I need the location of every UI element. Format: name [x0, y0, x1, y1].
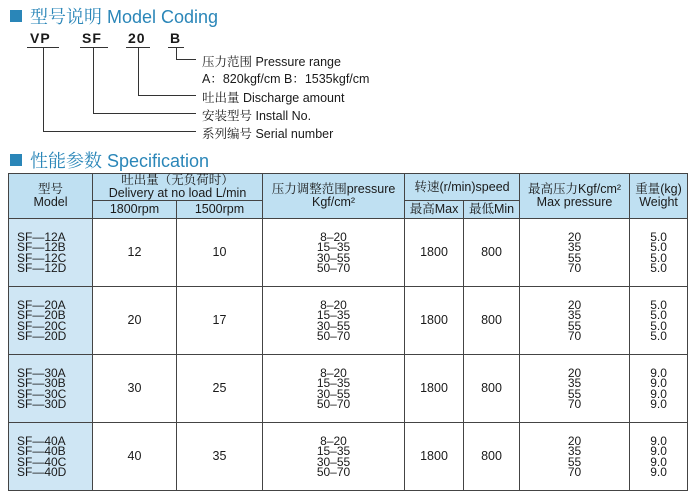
pressure-range: 15–35: [316, 308, 351, 322]
weight: 9.0: [650, 444, 667, 458]
connector-line: [138, 47, 139, 95]
max-pressure: 20: [567, 365, 582, 380]
weight: 5.0: [650, 297, 667, 312]
connector-line: [176, 47, 177, 59]
header-delivery: [93, 174, 263, 201]
header-speed: 转速(r/min)speed: [405, 174, 520, 201]
header-weight-en: Weight: [639, 195, 678, 209]
weight-cell: [630, 355, 688, 423]
max-pressure: 70: [567, 465, 582, 479]
header-max-pressure-cn: 最高压力Kgf/cm²: [528, 182, 622, 196]
model-name: SF—12D: [17, 261, 67, 275]
header-speed-max: 最高Max: [405, 201, 464, 219]
weight-cell: [630, 287, 688, 355]
header-pressure-unit: Kgf/cm²: [311, 195, 356, 209]
header-max-pressure-en: Max pressure: [536, 195, 613, 209]
delivery-1800: 30: [93, 355, 177, 423]
pressure-range: 50–70: [316, 329, 351, 343]
model-name: SF—30D: [17, 397, 67, 411]
pressure-range: 30–55: [316, 250, 351, 265]
model-name: SF—12A: [17, 229, 66, 244]
max-pressure: 20: [567, 433, 582, 448]
max-pressure: 35: [567, 444, 582, 458]
table-row: [9, 423, 688, 491]
max-pressure: 70: [567, 261, 582, 275]
speed-max: 1800: [405, 219, 464, 287]
header-delivery-cn: 吐出量（无负荷时）: [121, 173, 234, 187]
header-speed-min: 最低Min: [464, 201, 520, 219]
speed-min: 800: [464, 219, 520, 287]
weight: 5.0: [650, 250, 667, 265]
code-b: B: [170, 30, 182, 46]
delivery-1500: 10: [177, 219, 263, 287]
speed-min: 800: [464, 287, 520, 355]
max-pressure: 70: [567, 397, 582, 411]
weight: 5.0: [650, 329, 667, 343]
model-name: SF—40B: [17, 444, 66, 458]
weight: 5.0: [650, 240, 667, 254]
max-pressure-cell: [520, 219, 630, 287]
model-cell: [9, 423, 93, 491]
weight: 5.0: [650, 308, 667, 322]
model-name: SF—30B: [17, 376, 66, 390]
header-weight: [630, 174, 688, 219]
model-name: SF—30C: [17, 386, 67, 401]
weight: 5.0: [650, 229, 667, 244]
connector-line: [138, 95, 196, 96]
delivery-1500: 25: [177, 355, 263, 423]
model-name: SF—30A: [17, 365, 66, 380]
weight-cell: [630, 219, 688, 287]
max-pressure-cell: [520, 287, 630, 355]
pressure-range: 8–20: [320, 365, 347, 380]
max-pressure: 20: [567, 297, 582, 312]
square-bullet-icon: [10, 154, 22, 166]
pressure-range: 8–20: [320, 229, 347, 244]
speed-max: 1800: [405, 423, 464, 491]
pressure-range: 30–55: [316, 386, 351, 401]
desc-install: 安装型号 Install No.: [202, 109, 312, 123]
max-pressure-cell: [520, 423, 630, 491]
pressure-range: 8–20: [320, 433, 347, 448]
max-pressure: 55: [567, 454, 582, 469]
max-pressure: 35: [567, 240, 582, 254]
weight: 9.0: [650, 397, 667, 411]
specification-table: [8, 173, 688, 491]
header-pressure: [263, 174, 405, 219]
pressure-range-cell: [263, 423, 405, 491]
pressure-range: 15–35: [316, 376, 351, 390]
speed-max: 1800: [405, 287, 464, 355]
model-cell: [9, 219, 93, 287]
code-underline: [80, 47, 108, 48]
max-pressure: 55: [567, 250, 582, 265]
header-weight-cn: 重量(kg): [635, 182, 682, 196]
specification-heading: 性能参数 Specification: [30, 151, 210, 171]
weight: 5.0: [650, 261, 667, 275]
table-row: [9, 287, 688, 355]
connector-line: [93, 113, 196, 114]
table-row: [9, 355, 688, 423]
weight: 5.0: [650, 318, 667, 333]
code-sf: SF: [82, 30, 102, 46]
header-delivery-en: Delivery at no load L/min: [108, 186, 247, 200]
pressure-range: 50–70: [316, 397, 351, 411]
weight-cell: [630, 423, 688, 491]
connector-line: [43, 131, 196, 132]
specification-title: [10, 147, 209, 173]
max-pressure: 55: [567, 318, 582, 333]
pressure-range-cell: [263, 355, 405, 423]
max-pressure: 70: [567, 329, 582, 343]
max-pressure: 20: [567, 229, 582, 244]
delivery-1800: 12: [93, 219, 177, 287]
code-vp: VP: [30, 30, 51, 46]
weight: 9.0: [650, 386, 667, 401]
code-20: 20: [128, 30, 146, 46]
header-model-en: Model: [33, 195, 68, 209]
desc-pressure-options: A：820kgf/cm B：1535kgf/cm: [202, 72, 370, 86]
header-pressure-cn: 压力调整范围pressure: [271, 182, 396, 196]
model-name: SF—20C: [17, 318, 67, 333]
pressure-range: 8–20: [320, 297, 347, 312]
model-name: SF—40C: [17, 454, 67, 469]
pressure-range-cell: [263, 287, 405, 355]
weight: 9.0: [650, 465, 667, 479]
weight: 9.0: [650, 454, 667, 469]
square-bullet-icon: [10, 10, 22, 22]
model-name: SF—40D: [17, 465, 67, 479]
model-name: SF—40A: [17, 433, 66, 448]
model-coding-heading: 型号说明 Model Coding: [30, 7, 219, 27]
header-model: [9, 174, 93, 219]
speed-min: 800: [464, 423, 520, 491]
header-max-pressure: [520, 174, 630, 219]
pressure-range: 15–35: [316, 240, 351, 254]
desc-discharge: 吐出量 Discharge amount: [202, 91, 345, 105]
connector-line: [93, 47, 94, 113]
desc-serial: 系列编号 Serial number: [202, 127, 334, 141]
model-name: SF—12C: [17, 250, 67, 265]
pressure-range: 50–70: [316, 261, 351, 275]
header-rpm-1500: 1500rpm: [177, 201, 263, 219]
delivery-1800: 20: [93, 287, 177, 355]
pressure-range: 15–35: [316, 444, 351, 458]
model-cell: [9, 355, 93, 423]
header-rpm-1800: 1800rpm: [93, 201, 177, 219]
model-cell: [9, 287, 93, 355]
max-pressure-cell: [520, 355, 630, 423]
connector-line: [43, 47, 44, 131]
model-name: SF—20A: [17, 297, 66, 312]
model-name: SF—12B: [17, 240, 66, 254]
max-pressure: 35: [567, 308, 582, 322]
delivery-1800: 40: [93, 423, 177, 491]
pressure-range-cell: [263, 219, 405, 287]
max-pressure: 35: [567, 376, 582, 390]
max-pressure: 55: [567, 386, 582, 401]
table-row: [9, 219, 688, 287]
weight: 9.0: [650, 365, 667, 380]
weight: 9.0: [650, 433, 667, 448]
header-model-cn: 型号: [37, 182, 63, 196]
pressure-range: 30–55: [316, 318, 351, 333]
connector-line: [176, 59, 196, 60]
model-name: SF—20D: [17, 329, 67, 343]
speed-max: 1800: [405, 355, 464, 423]
desc-pressure-range: 压力范围 Pressure range: [202, 55, 341, 69]
delivery-1500: 17: [177, 287, 263, 355]
model-coding-title: [10, 3, 218, 29]
model-name: SF—20B: [17, 308, 66, 322]
pressure-range: 50–70: [316, 465, 351, 479]
pressure-range: 30–55: [316, 454, 351, 469]
delivery-1500: 35: [177, 423, 263, 491]
weight: 9.0: [650, 376, 667, 390]
speed-min: 800: [464, 355, 520, 423]
